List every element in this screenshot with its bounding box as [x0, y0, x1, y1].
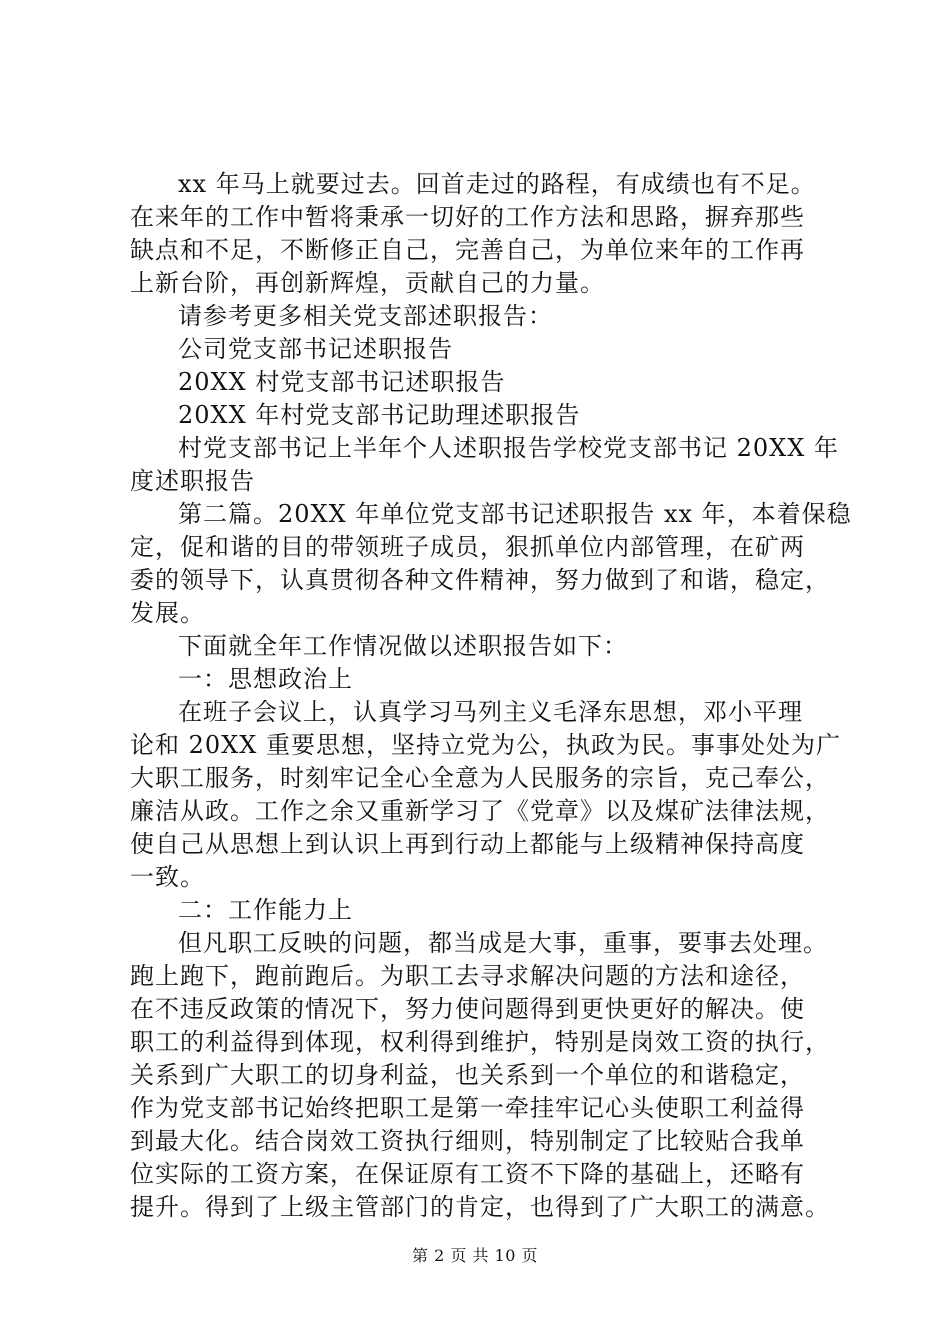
document-body: [130, 168, 852, 1224]
text-line: 廉洁从政。工作之余又重新学习了《党章》以及煤矿法律法规，: [130, 797, 830, 825]
text-line: 跑上跑下，跑前跑后。为职工去寻求解决问题的方法和途径，: [130, 962, 805, 990]
text-line: 第二篇。20XX 年单位党支部书记述职报告 xx 年，本着保稳: [178, 500, 852, 528]
text-line: 在来年的工作中暂将秉承一切好的工作方法和思路，摒弃那些: [130, 203, 805, 231]
text-line: 位实际的工资方案，在保证原有工资不下降的基础上，还略有: [130, 1160, 805, 1188]
text-line: 一：思想政治上: [178, 665, 353, 693]
text-line: 职工的利益得到体现，权利得到维护，特别是岗效工资的执行，: [130, 1028, 830, 1056]
text-line: 度述职报告: [130, 467, 255, 495]
text-line: 发展。: [130, 599, 205, 627]
text-line: 下面就全年工作情况做以述职报告如下：: [178, 632, 628, 660]
text-line: 在不违反政策的情况下，努力使问题得到更快更好的解决。使: [130, 995, 805, 1023]
text-line: 20XX 年村党支部书记助理述职报告: [178, 401, 581, 429]
text-line: 上新台阶，再创新辉煌，贡献自己的力量。: [130, 269, 605, 297]
text-line: 公司党支部书记述职报告: [178, 335, 453, 363]
text-line: 村党支部书记上半年个人述职报告学校党支部书记 20XX 年: [178, 434, 839, 462]
text-line: xx 年马上就要过去。回首走过的路程，有成绩也有不足。: [178, 170, 816, 198]
text-line: 委的领导下，认真贯彻各种文件精神，努力做到了和谐，稳定，: [130, 566, 830, 594]
text-line: 但凡职工反映的问题，都当成是大事，重事，要事去处理。: [178, 929, 828, 957]
text-line: 请参考更多相关党支部述职报告：: [178, 302, 553, 330]
text-line: 定，促和谐的目的带领班子成员，狠抓单位内部管理，在矿两: [130, 533, 805, 561]
text-line: 二：工作能力上: [178, 896, 353, 924]
text-line: 到最大化。结合岗效工资执行细则，特别制定了比较贴合我单: [130, 1127, 805, 1155]
text-line: 20XX 村党支部书记述职报告: [178, 368, 506, 396]
text-line: 在班子会议上，认真学习马列主义毛泽东思想，邓小平理: [178, 698, 803, 726]
text-line: 大职工服务，时刻牢记全心全意为人民服务的宗旨，克己奉公，: [130, 764, 830, 792]
text-line: 使自己从思想上到认识上再到行动上都能与上级精神保持高度: [130, 830, 805, 858]
text-line: 缺点和不足，不断修正自己，完善自己，为单位来年的工作再: [130, 236, 805, 264]
text-line: 一致。: [130, 863, 205, 891]
text-line: 论和 20XX 重要思想，坚持立党为公，执政为民。事事处处为广: [130, 731, 841, 759]
page-footer: 第 2 页 共 10 页: [412, 1246, 538, 1265]
text-line: 作为党支部书记始终把职工是第一牵挂牢记心头使职工利益得: [130, 1094, 805, 1122]
text-line: 提升。得到了上级主管部门的肯定，也得到了广大职工的满意。: [130, 1193, 830, 1221]
text-line: 关系到广大职工的切身利益，也关系到一个单位的和谐稳定，: [130, 1061, 805, 1089]
